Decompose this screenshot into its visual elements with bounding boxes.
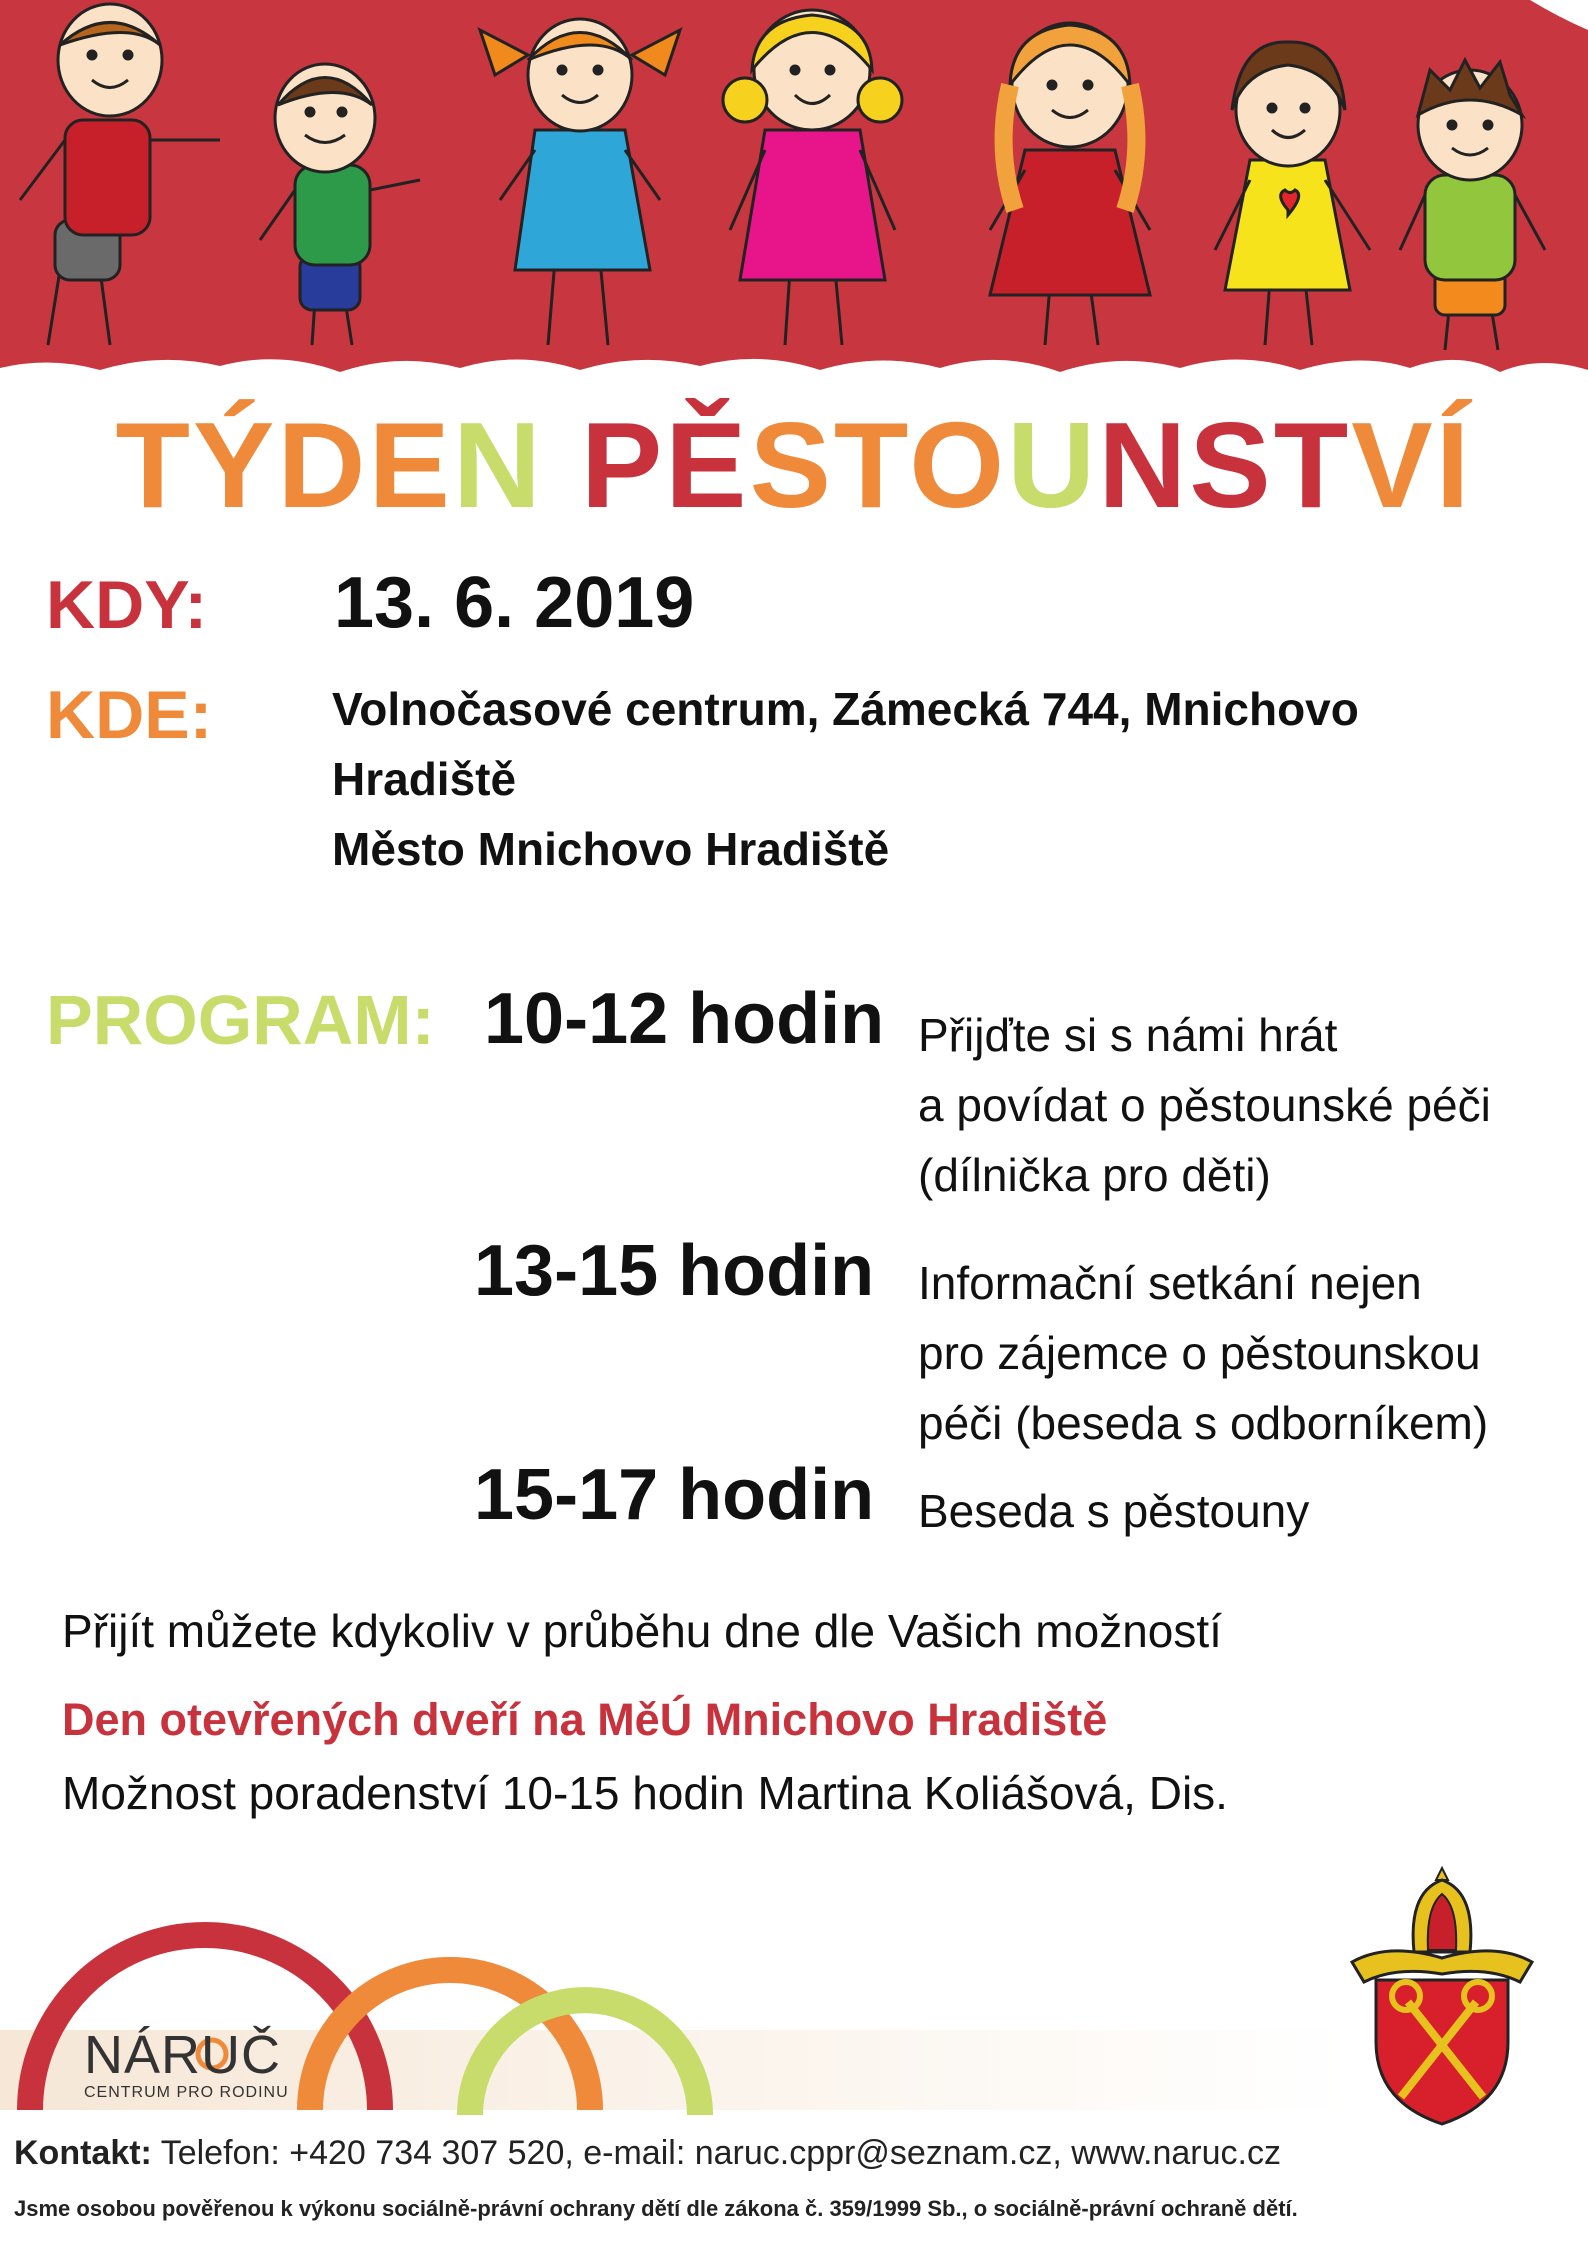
contact-line: [14, 2134, 1281, 2173]
where-line: Hradiště: [332, 753, 517, 805]
program-description: [918, 1248, 1488, 1458]
where-line: Volnočasové centrum, Zámecká 744, Mnichovo: [332, 683, 1359, 735]
program-description-line: Informační setkání nejen: [918, 1257, 1422, 1309]
program-description: [918, 1000, 1491, 1210]
title-part: PĚ: [580, 397, 750, 533]
contact-label: Kontakt:: [14, 2134, 152, 2172]
program-description-line: Přijďte si s námi hrát: [918, 1009, 1338, 1061]
when-label: KDY:: [46, 567, 208, 643]
program-time: 15-17 hodin: [474, 1455, 875, 1535]
program-description-line: a povídat o pěstounské péči: [918, 1079, 1491, 1131]
title-part: TÝDE: [115, 397, 453, 533]
contact-details: Telefon: +420 734 307 520, e-mail: naruc.cppr@seznam.cz, www.naruc.cz: [151, 2134, 1281, 2172]
children-banner: [0, 0, 1588, 400]
program-label: PROGRAM:: [46, 981, 435, 1059]
program-description-line: Beseda s pěstouny: [918, 1485, 1310, 1537]
where-label: KDE:: [46, 677, 213, 753]
legal-note: Jsme osobou pověřenou k výkonu sociálně-právní ochrany dětí dle zákona č. 359/1999 Sb., o sociálně-právní ochraně dětí.: [14, 2196, 1298, 2221]
coat-of-arms-icon: [1348, 1862, 1536, 2130]
logo-name: NÁRUČ: [84, 2025, 282, 2085]
program-description: [918, 1476, 1309, 1546]
where-line: Město Mnichovo Hradiště: [332, 823, 890, 875]
open-day-heading: Den otevřených dveří na MěÚ Mnichovo Hradiště: [62, 1694, 1108, 1745]
page-title: [0, 395, 1588, 535]
program-description-line: péči (beseda s odborníkem): [918, 1397, 1489, 1449]
program-time: 10-12 hodin: [484, 979, 885, 1059]
program-description-line: pro zájemce o pěstounskou: [918, 1327, 1481, 1379]
attendance-note: Přijít můžete kdykoliv v průběhu dne dle Vašich možností: [62, 1605, 1222, 1657]
title-part: STO: [749, 397, 1008, 533]
program-description-line: (dílnička pro děti): [918, 1149, 1271, 1201]
program-time: 13-15 hodin: [474, 1231, 875, 1311]
title-part: NST: [1098, 397, 1352, 533]
title-part: N: [452, 397, 581, 533]
when-value: 13. 6. 2019: [334, 563, 695, 643]
logo-subtitle: CENTRUM PRO RODINU: [84, 2084, 289, 2101]
title-part: VÍ: [1351, 397, 1473, 533]
naruc-logo: [84, 2024, 289, 2102]
title-part: U: [1007, 397, 1099, 533]
advice-note: Možnost poradenství 10-15 hodin Martina Koliášová, Dis.: [62, 1767, 1228, 1819]
